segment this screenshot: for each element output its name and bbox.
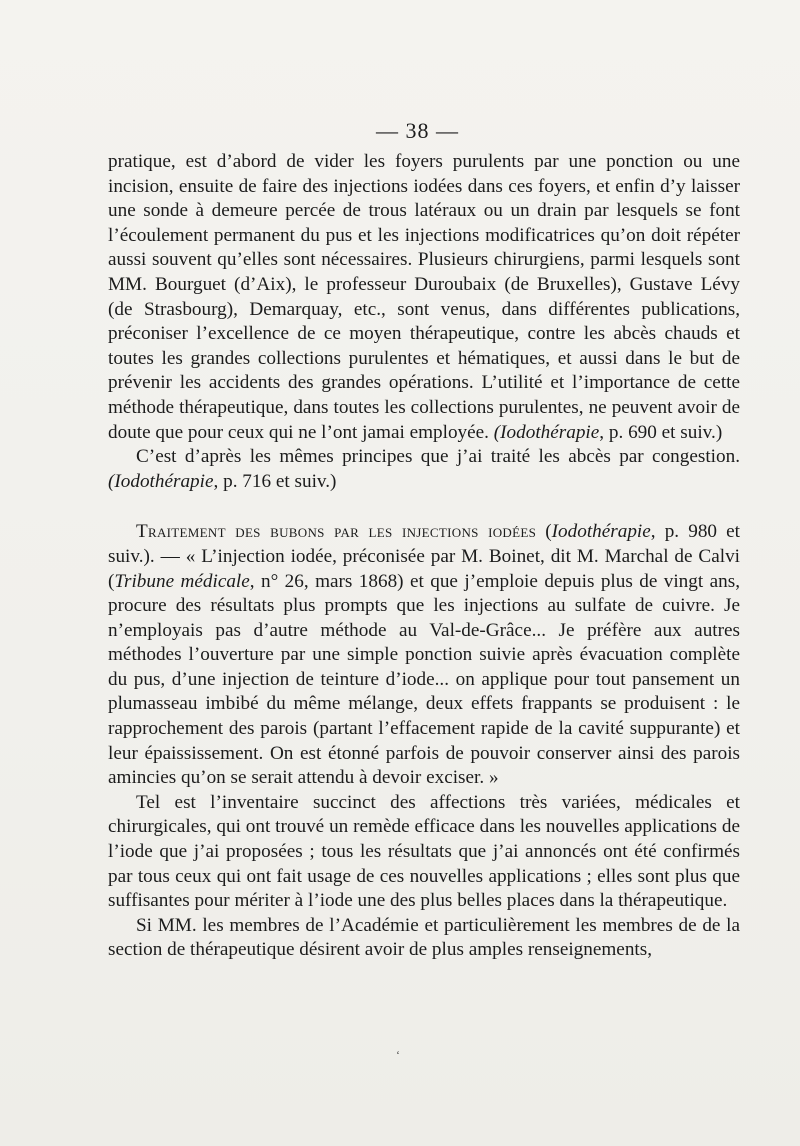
section-spacer [108,494,740,520]
paragraph-text: pratique, est d’abord de vider les foyers purulents par une ponction ou une incision, ensuite de faire des injections iodées dans ces foyers, et enfin d’y laisser une sonde à demeure percée de trous latéraux ou un drain par lesquels se font l’écoulement permanent du pus et les injections modificatrices qu’on doit répéter aussi souvent qu’elles sont nécessaires. Plusieurs chirurgiens, parmi lesquels sont MM. Bourguet (d’Aix), le professeur Duroubaix (de Bruxelles), Gustave Lévy (de Strasbourg), Demarquay, etc., sont venus, dans différentes publications, préconiser l’excellence de ce moyen thérapeutique, contre les abcès chauds et toutes les grandes collections purulentes et hématiques, et aussi dans le but de prévenir les accidents des grandes opérations. L’utilité et l’importance de cette méthode thérapeutique, dans toutes les collections purulentes, ne peuvent avoir de doute que pour ceux qui ne l’ont jamai employée. [108,151,740,443]
reference-pages: , p. 716 et suiv.) [213,470,337,492]
paragraph-summary: Tel est l’inventaire succinct des affections très variées, médicales et chirurgicales, qui ont trouvé un remède efficace dans les nouvelles applications de l’iode que j’ai proposées ; tous les résultats que j’ai annoncés ont été confirmés par tous ceux qui ont fait usage de ces nouvelles applications ; elles sont plus que suffisantes pour mériter à l’iode une des plus belles places dans la thérapeutique. [108,791,740,912]
paragraph-abscess [108,445,740,494]
quote-text: , n° 26, mars 1868) et que j’emploie depuis plus de vingt ans, procure des résultats plus prompts que les injections au sulfate de cuivre. Je n’employais pas d’autre méthode au Val-de-Grâce... Je préfère aux autres méthodes l’ouverture par une simple ponction suivie après évacuation complète du pus, d’une injection de teinture d’iode... on applique pour tout pansement un plumasseau imbibé du même mélange, deux effets frappants se produisent : le rapprochement des parois (partant l’effacement rapide de la cavité suppurante) et leur épaississement. On est étonné parfois de pouvoir conserver ainsi des parois amincies qu’on se serait attendu à devoir exciser. » [108,570,740,789]
journal-title: Tribune médicale [114,570,250,592]
quote-start: — « L’injection iodée, préconisée par M. Boinet, dit M. Marchal de Calvi ( [108,545,740,592]
reference-pages: , p. 980 et suiv.). [108,521,741,567]
stray-mark: ʻ [396,1048,400,1062]
reference-title: (Iodothérapie [493,421,600,443]
reference-pages: , p. 690 et suiv.) [599,421,723,443]
page-number: — 38 — [376,118,459,143]
paragraph-bubons [108,520,740,791]
reference-title: (Iodothérapie [108,470,214,492]
paragraph-continuation [108,150,740,445]
paragraph-closing: Si MM. les membres de l’Académie et particulièrement les membres de de la section de thérapeutique désirent avoir de plus amples renseignements, [108,914,740,961]
section-heading: Traitement des bubons par les injections iodées [136,521,537,543]
paragraph-text: C’est d’après les mêmes principes que j’ai traité les abcès par congestion. [136,446,740,468]
body-text [108,150,740,963]
reference-open: ( [536,521,552,543]
reference-title: Iodothérapie [551,521,651,543]
